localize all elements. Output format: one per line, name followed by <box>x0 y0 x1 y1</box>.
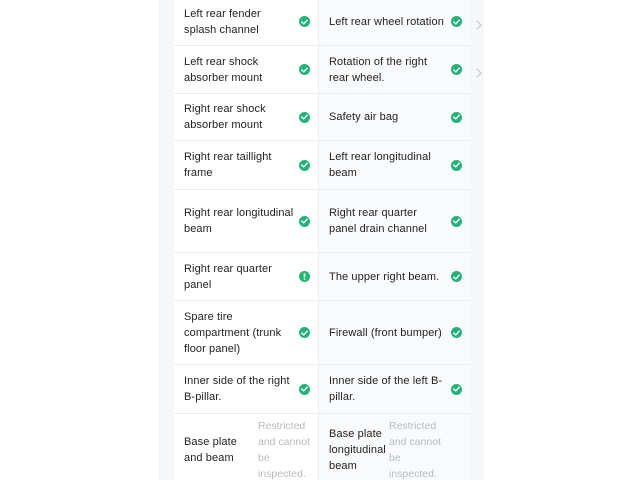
inspection-item-label: Right rear longitudinal beam <box>184 207 294 235</box>
inspection-item <box>319 94 470 140</box>
table-row <box>174 301 470 365</box>
restricted-note: Restricted and cannot be inspected. <box>389 420 441 480</box>
check-circle-icon <box>451 112 462 123</box>
chevron-right-icon[interactable] <box>475 17 483 27</box>
inspection-item-label: Left rear shock absorber mount <box>184 55 263 84</box>
table-row <box>174 141 470 190</box>
check-circle-icon <box>299 112 310 123</box>
inspection-results-panel <box>158 0 484 480</box>
check-circle-icon <box>451 216 462 227</box>
inspection-item-label: Left rear longitudinal beam <box>329 151 431 179</box>
inspection-item[interactable] <box>174 365 319 413</box>
inspection-item <box>319 141 470 189</box>
inspection-item-label: Firewall (front bumper) <box>329 326 442 339</box>
inspection-item <box>319 365 470 413</box>
table-row <box>174 0 470 46</box>
table-row <box>174 94 470 141</box>
check-circle-icon <box>299 64 310 75</box>
table-row <box>174 414 470 480</box>
inspection-item <box>319 253 470 300</box>
inspection-grid <box>174 0 470 480</box>
chevron-right-icon[interactable] <box>475 65 483 75</box>
inspection-item <box>174 414 319 480</box>
inspection-item <box>319 414 470 480</box>
check-circle-icon <box>451 384 462 395</box>
exclamation-circle-icon <box>299 271 310 282</box>
inspection-item-label: Left rear wheel rotation <box>329 15 444 28</box>
table-row <box>174 190 470 253</box>
inspection-item-label: Base plate and beam <box>184 436 237 464</box>
check-circle-icon <box>451 64 462 75</box>
check-circle-icon <box>451 160 462 171</box>
inspection-item <box>174 46 319 93</box>
inspection-item[interactable] <box>319 46 470 93</box>
check-circle-icon <box>299 384 310 395</box>
restricted-note: Restricted and cannot be inspected. <box>258 420 310 480</box>
check-circle-icon <box>451 327 462 338</box>
inspection-item-label: Base plate longitudinal beam <box>329 428 386 472</box>
inspection-item-label: Right rear quarter panel <box>184 262 273 291</box>
inspection-item-label: Right rear shock absorber mount <box>184 103 266 131</box>
inspection-item <box>174 94 319 140</box>
check-circle-icon <box>299 160 310 171</box>
inspection-item[interactable] <box>319 0 470 45</box>
table-row <box>174 365 470 414</box>
check-circle-icon <box>451 16 462 27</box>
inspection-item <box>174 0 319 45</box>
inspection-item-label: Left rear fender splash channel <box>184 7 261 36</box>
check-circle-icon <box>451 271 462 282</box>
inspection-item[interactable] <box>174 253 319 300</box>
inspection-item <box>319 190 470 252</box>
inspection-item-label: The upper right beam. <box>329 270 440 283</box>
inspection-item-label: Right rear quarter panel drain channel <box>329 207 427 235</box>
check-circle-icon <box>299 327 310 338</box>
inspection-item-label: Right rear taillight frame <box>184 151 272 179</box>
table-row <box>174 253 470 301</box>
inspection-item <box>319 301 470 364</box>
check-circle-icon <box>299 216 310 227</box>
inspection-item-label: Spare tire compartment (trunk floor panel) <box>184 310 282 355</box>
table-row <box>174 46 470 94</box>
check-circle-icon <box>299 16 310 27</box>
inspection-item-label: Safety air bag <box>329 111 399 123</box>
inspection-item-label: Inner side of the right B-pillar. <box>184 375 290 403</box>
inspection-item <box>174 141 319 189</box>
inspection-item-label: Rotation of the right rear wheel. <box>329 55 428 84</box>
inspection-item <box>174 190 319 252</box>
inspection-item-label: Inner side of the left B-pillar. <box>329 375 443 403</box>
inspection-item <box>174 301 319 364</box>
